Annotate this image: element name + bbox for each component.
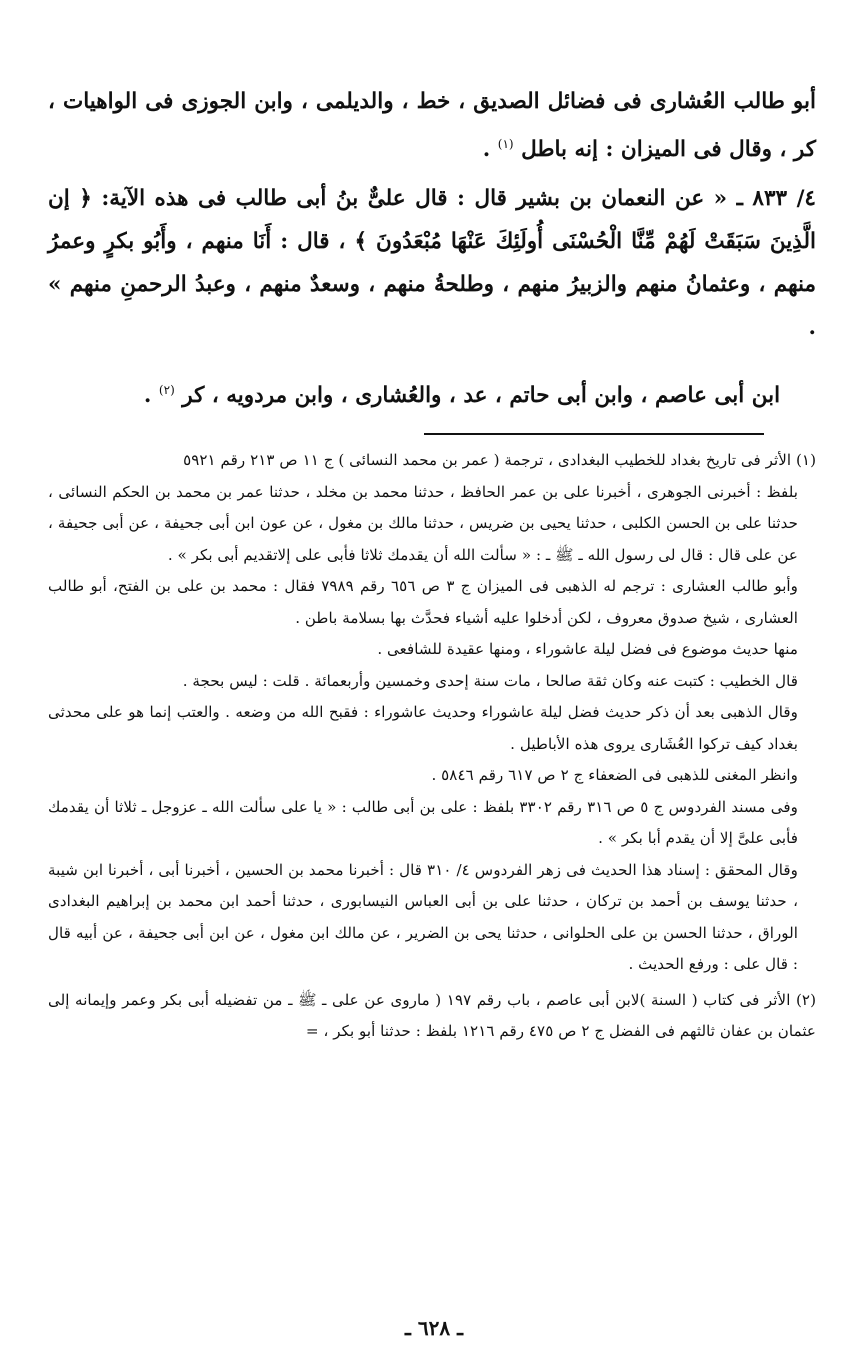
hadith-paragraph: ٤/ ٨٣٣ ـ « عن النعمان بن بشير قال : قال علىٌّ بنُ أبى طالب فى هذه الآية: ﴿ إن الَّذِينَ سَبَقَتْ لَهُمْ مِّنَّا الْحُسْنَى أُولَئِكَ عَنْهَا مُبْعَدُونَ ﴾ ، قال : أَنَا منهم ، وأَبُو بكرٍ وعمرُ منهم ، وعثمانُ منهم والزبيرُ منهم ، وطلحةُ منهم ، وسعدٌ منهم ، وعبدُ الرحمنِ منهم » .	[48, 186, 816, 341]
footnote-2: (٢) الأثر فى كتاب ( السنة )لابن أبى عاصم ، باب رقم ١٩٧ ( ماروى عن على ـ ﷺ ـ من تفضيله أبى بكر وعمر وإيمانه إلى عثمان بن عفان ثالثهم فى الفضل ج ٢ ص ٤٧٥ رقم ١٢١٦ بلفظ : حدثنا أبو بكر ، =	[48, 990, 816, 1041]
footnote-1-para-3: منها حديث موضوع فى فضل ليلة عاشوراء ، ومنها عقيدة للشافعى .	[377, 640, 798, 659]
sources-line-text: ابن أبى عاصم ، وابن أبى حاتم ، عد ، والعُشارى ، وابن مردويه ، كر	[182, 383, 781, 409]
main-paragraph-1-end: .	[482, 137, 491, 163]
footnote-1-para-7: وفى مسند الفردوس ج ٥ ص ٣١٦ رقم ٣٣٠٢ بلفظ : على بن أبى طالب : « يا على سألت الله ـ عزوجل ـ ثلاثا أن يقدمك فأبى علىَّ إلا أن يقدم أبا بكر » .	[48, 797, 798, 848]
main-paragraph-1	[48, 80, 816, 171]
footnotes	[48, 445, 816, 1048]
footnote-ref-1: (١)	[497, 137, 514, 151]
sources-line-end: .	[143, 383, 152, 409]
main-paragraph-1-text: أبو طالب العُشارى فى فضائل الصديق ، خط ، والديلمى ، وابن الجوزى فى الواهيات ، كر ، وقال فى الميزان : إنه باطل	[48, 89, 816, 163]
footnote-1-para-6: وانظر المغنى للذهبى فى الضعفاء ج ٢ ص ٦١٧ رقم ٥٨٤٦ .	[431, 766, 798, 785]
footnote-ref-2: (٢)	[158, 383, 175, 398]
footnote-1-para-8: وقال المحقق : إسناد هذا الحديث فى زهر الفردوس ٤/ ٣١٠ قال : أخبرنا محمد بن الحسين ، أخبرنا أبى ، أخبرنا ابن شيبة ، حدثنا يوسف بن أحمد بن تركان ، حدثنا على بن أبى العباس النيسابورى ، حدثنا أحمد ابن محمد بن إبراهيم البغدادى الوراق ، حدثنا الحسن بن على الحلوانى ، حدثنا يحى بن الضرير ، عن مالك ابن مغول ، عن ابن أبى جحيفة ، عن أبيه قال : قال على : ورفع الحديث .	[48, 860, 798, 974]
main-text	[48, 80, 816, 417]
footnote-1-para-4: قال الخطيب : كتبت عنه وكان ثقة صالحا ، مات سنة إحدى وخمسين وأربعمائة . قلت : ليس بحجة .	[182, 671, 798, 690]
footnote-1-chain: بلفظ : أخبرنى الجوهرى ، أخبرنا على بن عمر الحافظ ، حدثنا محمد بن مخلد ، حدثنا عمر بن محمد بن الحكم النسائى ، حدثنا على بن الحسن الكلبى ، حدثنا يحيى بن ضريس ، حدثنا مالك بن مغول ، عن عون ابن أبى جحيفة ، عن أبى جحيفة ، عن على قال : قال لى رسول الله ـ ﷺ ـ : « سألت الله أن يقدمك ثلاثا فأبى على إلاتقديم أبى بكر » .	[48, 482, 798, 564]
sources-line	[48, 369, 816, 417]
footnote-separator	[424, 433, 764, 435]
footnote-1-para-2: وأبو طالب العشارى : ترجم له الذهبى فى الميزان ج ٣ ص ٦٥٦ رقم ٧٩٨٩ فقال : محمد بن على بن الفتح، أبو طالب العشارى ، شيخ صدوق معروف ، لكن أدخلوا عليه أشياء فحدَّث بها بسلامة باطن .	[48, 577, 798, 627]
footnote-1-para-5: وقال الذهبى بعد أن ذكر حديث فضل ليلة عاشوراء وحديث عاشوراء : فقبح الله من وضعه . والعتب إنما هو على محدثى بغداد كيف تركوا العُشَارى يروى هذه الأباطيل .	[48, 703, 798, 753]
page-number: ـ ٦٢٨ ـ	[405, 1316, 463, 1340]
footnote-1-head: (١) الأثر فى تاريخ بغداد للخطيب البغدادى ، ترجمة ( عمر بن محمد النسائى ) ج ١١ ص ٢١٣ رقم ٥٩٢١	[183, 451, 816, 470]
